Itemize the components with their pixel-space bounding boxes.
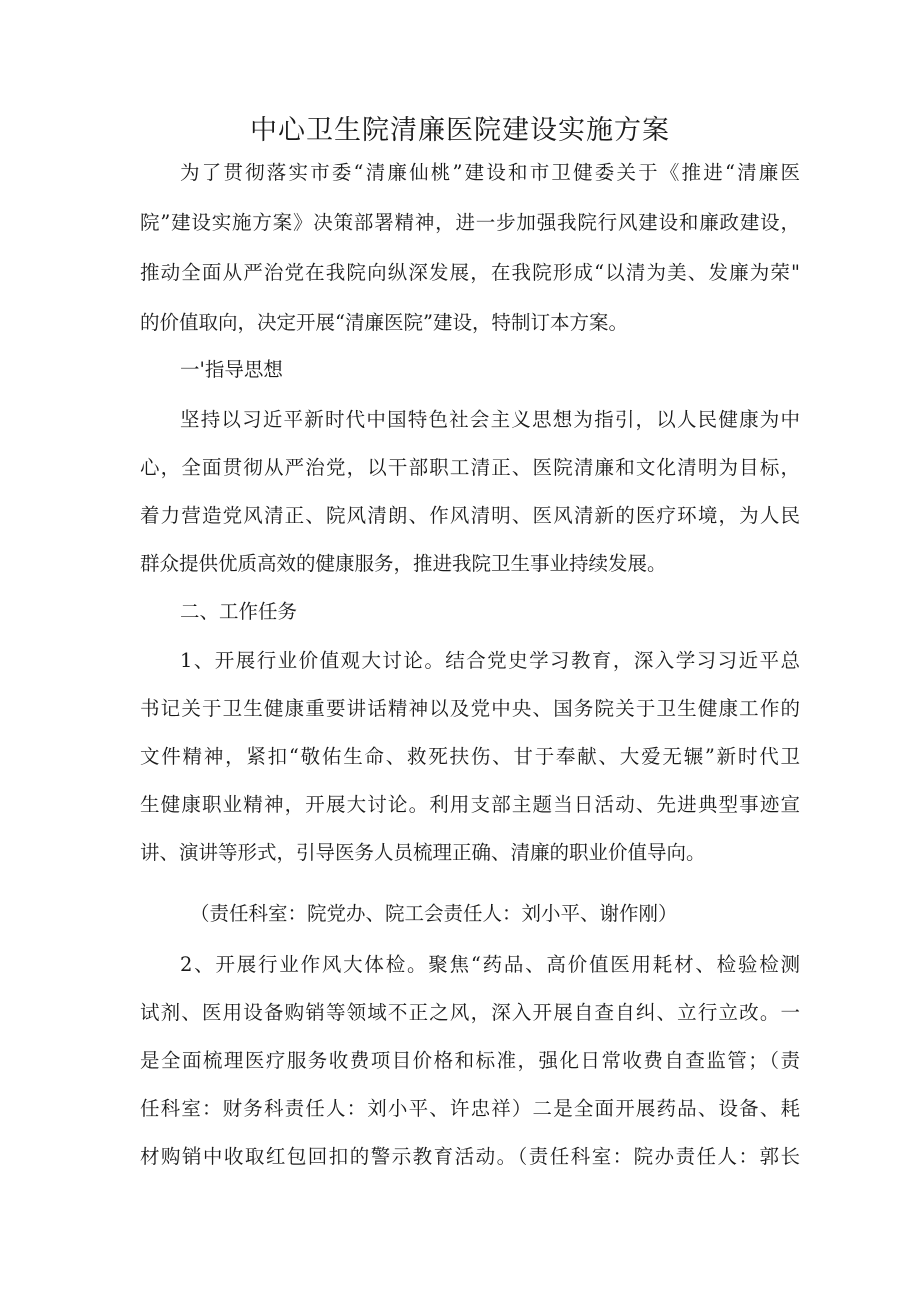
paragraph-line: 心，全面贯彻从严治党，以干部职工清正、医院清廉和文化清明为目标， [140,456,800,479]
paragraph-line: 任科室：财务科责任人：刘小平、许忠祥）二是全面开展药品、设备、耗 [140,1097,800,1120]
paragraph-line: 书记关于卫生健康重要讲话精神以及党中央、国务院关于卫生健康工作的 [140,697,800,720]
paragraph-line: 2、开展行业作风大体检。聚焦“药品、高价值医用耗材、检验检测 [180,953,800,976]
paragraph-line: 生健康职业精神，开展大讨论。利用支部主题当日活动、先进典型事迹宣 [140,793,800,816]
paragraph-line: 1、开展行业价值观大讨论。结合党史学习教育，深入学习习近平总 [180,649,800,672]
paragraph-line: 着力营造党风清正、院风清朗、作风清明、医风清新的医疗环境，为人民 [140,504,800,527]
paragraph-line: 材购销中收取红包回扣的警示教育活动。（责任科室：院办责任人：郭长 [140,1145,800,1168]
paragraph-line: 的价值取向，决定开展“清廉医院”建设，特制订本方案。 [140,311,628,334]
paragraph-line: 推动全面从严治党在我院向纵深发展，在我院形成“以清为美、发廉为荣" [140,261,800,284]
section-heading: 一'指导思想 [180,358,283,381]
section-heading: 二、工作任务 [180,600,298,623]
paragraph-line: 试剂、医用设备购销等领域不正之风，深入开展自查自纠、立行立改。一 [140,1001,800,1024]
paragraph-line: 群众提供优质高效的健康服务，推进我院卫生事业持续发展。 [140,552,667,575]
paragraph-line: 是全面梳理医疗服务收费项目价格和标准，强化日常收费自查监管；（责 [140,1049,800,1072]
document-title: 中心卫生院清廉医院建设实施方案 [250,115,670,146]
paragraph-line: 院”建设实施方案》决策部署精神，进一步加强我院行风建设和廉政建设， [140,211,800,234]
paragraph-line: 文件精神，紧扣“敬佑生命、救死扶伤、甘于奉献、大爱无辗”新时代卫 [140,745,800,768]
paragraph-line: 讲、演讲等形式，引导医务人员梳理正确、清廉的职业价值导向。 [140,841,706,864]
paragraph-line: 坚持以习近平新时代中国特色社会主义思想为指引，以人民健康为中 [180,408,800,431]
responsibility-note: （责任科室：院党办、院工会责任人：刘小平、谢作刚） [190,902,678,925]
paragraph-line: 为了贯彻落实市委“清廉仙桃”建设和市卫健委关于《推进“清廉医 [180,161,800,184]
